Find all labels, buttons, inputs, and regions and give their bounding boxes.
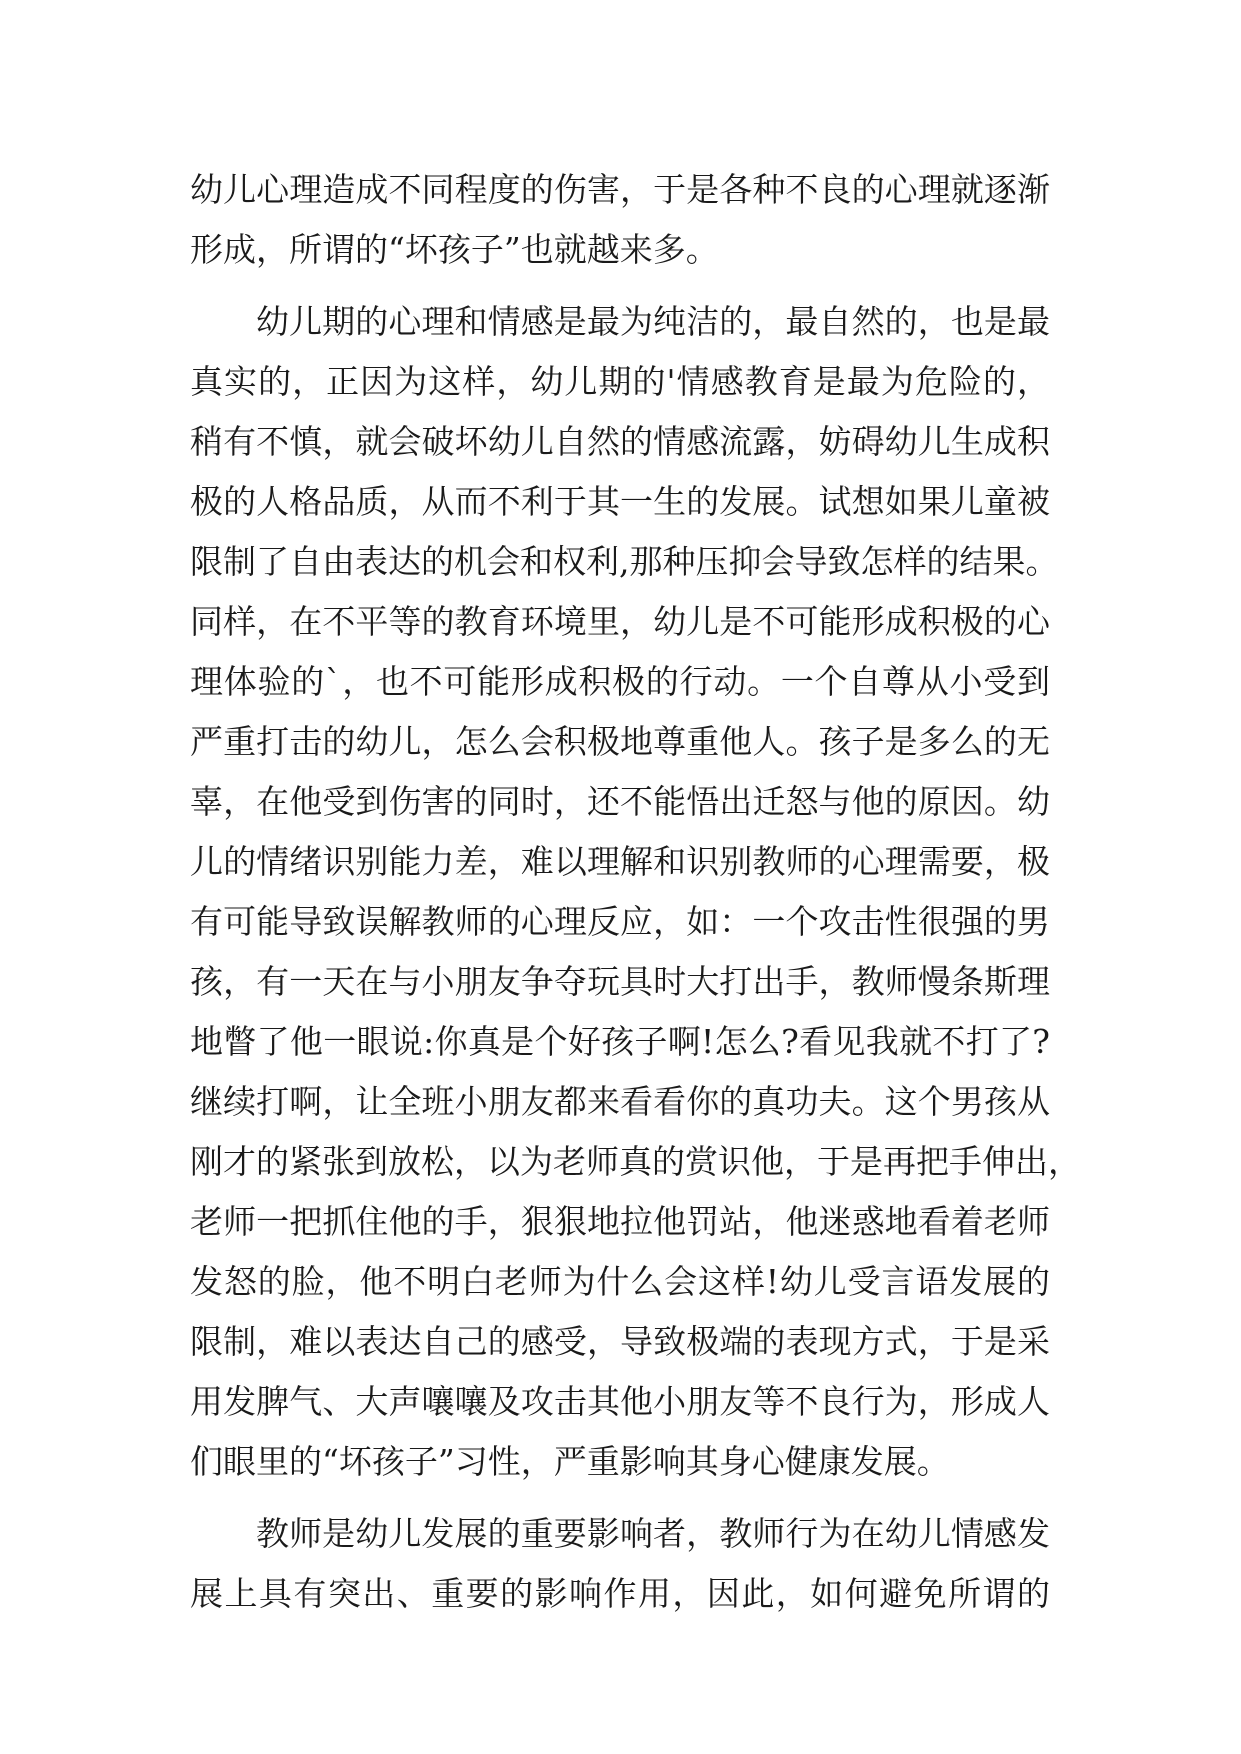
text-line: 辜，在他受到伤害的同时，还不能悟出迁怒与他的原因。幼: [190, 782, 1050, 821]
text-line: 形成，所谓的“坏孩子”也就越来多。: [190, 230, 719, 269]
document-body: [190, 160, 1081, 1624]
text-line: 用发脾气、大声嚷嚷及攻击其他小朋友等不良行为，形成人: [190, 1382, 1050, 1421]
text-line: 教师是幼儿发展的重要影响者，教师行为在幼儿情感发: [256, 1514, 1050, 1553]
text-line: 同样，在不平等的教育环境里，幼儿是不可能形成积极的心: [190, 602, 1050, 641]
text-line: 发怒的脸，他不明白老师为什么会这样!幼儿受言语发展的: [190, 1262, 1050, 1301]
text-line: 展上具有突出、重要的影响作用，因此，如何避免所谓的: [190, 1574, 1050, 1613]
text-line: 理体验的`，也不可能形成积极的行动。一个自尊从小受到: [190, 662, 1050, 701]
text-line: 孩，有一天在与小朋友争夺玩具时大打出手，教师慢条斯理: [190, 962, 1050, 1001]
text-line: 真实的，正因为这样，幼儿期的'情感教育是最为危险的，: [190, 362, 1050, 401]
paragraph-1: [190, 160, 1050, 280]
text-line: 严重打击的幼儿，怎么会积极地尊重他人。孩子是多么的无: [190, 722, 1050, 761]
text-line: 幼儿心理造成不同程度的伤害，于是各种不良的心理就逐渐: [190, 170, 1050, 209]
text-line: 地瞥了他一眼说:你真是个好孩子啊!怎么?看见我就不打了?: [190, 1022, 1050, 1061]
text-line: 儿的情绪识别能力差，难以理解和识别教师的心理需要，极: [190, 842, 1050, 881]
paragraph-2: [190, 292, 1081, 1492]
paragraph-3: [190, 1504, 1050, 1624]
text-line: 稍有不慎，就会破坏幼儿自然的情感流露，妨碍幼儿生成积: [190, 422, 1050, 461]
text-line: 老师一把抓住他的手，狠狠地拉他罚站，他迷惑地看着老师: [190, 1202, 1050, 1241]
text-line: 有可能导致误解教师的心理反应，如：一个攻击性很强的男: [190, 902, 1050, 941]
text-line: 们眼里的“坏孩子”习性，严重影响其身心健康发展。: [190, 1442, 950, 1481]
text-line: 限制，难以表达自己的感受，导致极端的表现方式，于是采: [190, 1322, 1050, 1361]
text-line: 限制了自由表达的机会和权利,那种压抑会导致怎样的结果。: [190, 542, 1059, 581]
text-line: 极的人格品质，从而不利于其一生的发展。试想如果儿童被: [190, 482, 1050, 521]
text-line: 幼儿期的心理和情感是最为纯洁的，最自然的，也是最: [256, 302, 1050, 341]
text-line: 继续打啊，让全班小朋友都来看看你的真功夫。这个男孩从: [190, 1082, 1050, 1121]
text-line: 刚才的紧张到放松，以为老师真的赏识他，于是再把手伸出，: [190, 1142, 1081, 1181]
